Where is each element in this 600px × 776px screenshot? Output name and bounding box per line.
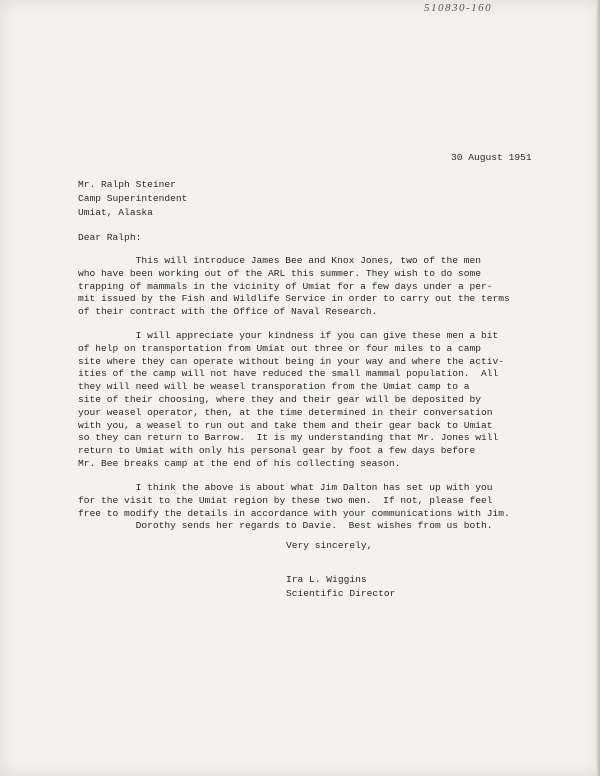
letter-date: 30 August 1951 xyxy=(451,152,532,163)
paragraph-line: site of their choosing, where they and their gear will be deposited by xyxy=(78,393,482,405)
paragraph-arrangements xyxy=(78,482,538,520)
paragraph-line: ities of the camp will not have reduced the small mammal population. All xyxy=(78,368,499,380)
paragraph-line: site where they can operate without being in your way and where the activ- xyxy=(78,355,505,367)
paragraph-line: I think the above is about what Jim Dalton has set up with you xyxy=(78,482,493,493)
paragraph-line: your weasel operator, then, at the time determined in their conversation xyxy=(78,406,493,418)
paragraph-regards xyxy=(78,520,538,533)
paragraph-line: so they can return to Barrow. It is my understanding that Mr. Jones will xyxy=(78,432,499,444)
paragraph-line: who have been working out of the ARL this summer. They wish to do some xyxy=(78,267,482,279)
paragraph-line: free to modify the details in accordance with your communications with Jim. xyxy=(78,507,510,519)
paragraph-line: they will need will be weasel transporation from the Umiat camp to a xyxy=(78,381,470,393)
paragraph-introduction xyxy=(78,255,538,319)
salutation: Dear Ralph: xyxy=(78,232,142,243)
signer-name: Ira L. Wiggins xyxy=(286,574,367,585)
paragraph-line: return to Umiat with only his personal gear by foot a few days before xyxy=(78,445,476,457)
paragraph-line: Mr. Bee breaks camp at the end of his collecting season. xyxy=(78,457,401,469)
paragraph-line: of help on transportation from Umiat out three or four miles to a camp xyxy=(78,342,482,354)
signer-title: Scientific Director xyxy=(286,588,396,599)
paragraph-line: mit issued by the Fish and Wildlife Service in order to carry out the terms xyxy=(78,293,510,305)
paragraph-line: for the visit to the Umiat region by these two men. If not, please feel xyxy=(78,494,493,506)
recipient-location: Umiat, Alaska xyxy=(78,207,153,218)
paragraph-line: trapping of mammals in the vicinity of Umiat for a few days under a per- xyxy=(78,280,493,292)
paragraph-line: with you, a weasel to run out and take them and their gear back to Umiat xyxy=(78,419,493,431)
complimentary-close: Very sincerely, xyxy=(286,540,373,551)
paragraph-line: This will introduce James Bee and Knox Jones, two of the men xyxy=(78,255,482,266)
paragraph-line: of their contract with the Office of Naval Research. xyxy=(78,306,378,318)
archive-code: 510830-160 xyxy=(424,2,493,14)
recipient-title: Camp Superintendent xyxy=(78,193,188,204)
paragraph-line: I will appreciate your kindness if you can give these men a bit xyxy=(78,330,499,341)
paragraph-line: Dorothy sends her regards to Davie. Best wishes from us both. xyxy=(78,520,493,531)
recipient-name: Mr. Ralph Steiner xyxy=(78,179,176,190)
paragraph-transportation xyxy=(78,330,538,471)
